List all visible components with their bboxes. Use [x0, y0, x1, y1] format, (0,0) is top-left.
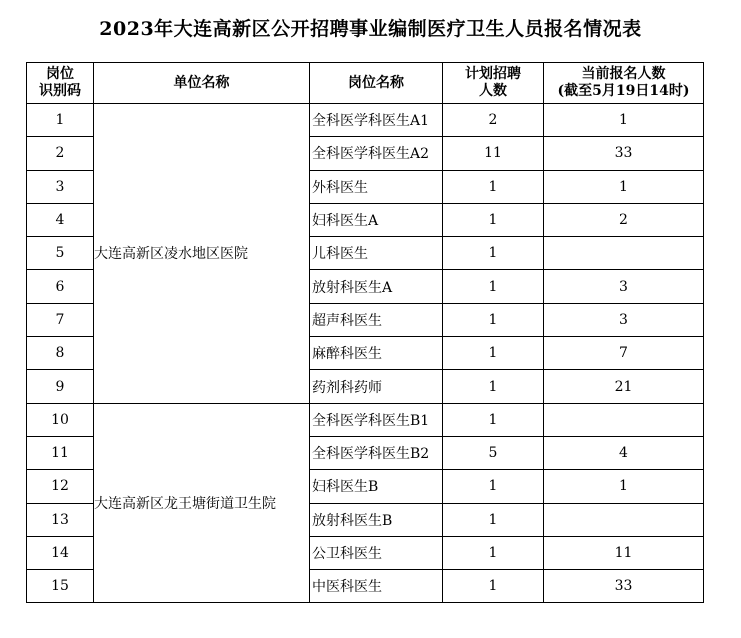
- code-cell: 11: [27, 436, 94, 469]
- position-cell: 中医科医生: [310, 570, 443, 603]
- position-cell: 全科医学科医生A2: [310, 137, 443, 170]
- plan-cell: 11: [443, 137, 544, 170]
- count-cell: [544, 503, 704, 536]
- position-cell: 公卫科医生: [310, 536, 443, 569]
- plan-cell: 1: [443, 570, 544, 603]
- plan-cell: 1: [443, 270, 544, 303]
- position-cell: 药剂科药师: [310, 370, 443, 403]
- count-cell: 1: [544, 104, 704, 137]
- code-cell: 2: [27, 137, 94, 170]
- count-cell: 7: [544, 337, 704, 370]
- plan-cell: 1: [443, 170, 544, 203]
- position-cell: 放射科医生A: [310, 270, 443, 303]
- plan-cell: 2: [443, 104, 544, 137]
- position-cell: 儿科医生: [310, 237, 443, 270]
- code-cell: 7: [27, 303, 94, 336]
- table-row: [27, 403, 704, 436]
- code-cell: 10: [27, 403, 94, 436]
- header-unit: 单位名称: [94, 63, 310, 104]
- position-cell: 全科医学科医生B1: [310, 403, 443, 436]
- position-cell: 全科医学科医生B2: [310, 436, 443, 469]
- code-cell: 5: [27, 237, 94, 270]
- code-cell: 9: [27, 370, 94, 403]
- position-cell: 外科医生: [310, 170, 443, 203]
- position-cell: 超声科医生: [310, 303, 443, 336]
- page-title: 2023年大连高新区公开招聘事业编制医疗卫生人员报名情况表: [99, 18, 642, 40]
- count-cell: 11: [544, 536, 704, 569]
- position-cell: 放射科医生B: [310, 503, 443, 536]
- position-cell: 全科医学科医生A1: [310, 104, 443, 137]
- code-cell: 6: [27, 270, 94, 303]
- header-plan: 计划招聘 人数: [443, 63, 544, 104]
- plan-cell: 1: [443, 470, 544, 503]
- plan-cell: 1: [443, 337, 544, 370]
- table-row: [27, 104, 704, 137]
- count-cell: 1: [544, 170, 704, 203]
- plan-cell: 1: [443, 370, 544, 403]
- header-code: 岗位 识别码: [27, 63, 94, 104]
- plan-cell: 1: [443, 503, 544, 536]
- count-cell: [544, 403, 704, 436]
- header-count: 当前报名人数 (截至5月19日14时): [544, 63, 704, 104]
- code-cell: 13: [27, 503, 94, 536]
- plan-cell: 1: [443, 536, 544, 569]
- count-cell: 3: [544, 303, 704, 336]
- plan-cell: 5: [443, 436, 544, 469]
- count-cell: [544, 237, 704, 270]
- code-cell: 8: [27, 337, 94, 370]
- code-cell: 4: [27, 203, 94, 236]
- plan-cell: 1: [443, 403, 544, 436]
- count-cell: 33: [544, 137, 704, 170]
- count-cell: 2: [544, 203, 704, 236]
- header-position: 岗位名称: [310, 63, 443, 104]
- count-cell: 21: [544, 370, 704, 403]
- position-cell: 妇科医生A: [310, 203, 443, 236]
- plan-cell: 1: [443, 303, 544, 336]
- position-cell: 麻醉科医生: [310, 337, 443, 370]
- plan-cell: 1: [443, 237, 544, 270]
- count-cell: 33: [544, 570, 704, 603]
- unit-name-cell: 大连高新区凌水地区医院: [94, 104, 310, 404]
- count-cell: 3: [544, 270, 704, 303]
- code-cell: 3: [27, 170, 94, 203]
- header-row: [27, 63, 704, 104]
- code-cell: 1: [27, 104, 94, 137]
- count-cell: 4: [544, 436, 704, 469]
- plan-cell: 1: [443, 203, 544, 236]
- count-cell: 1: [544, 470, 704, 503]
- code-cell: 15: [27, 570, 94, 603]
- position-cell: 妇科医生B: [310, 470, 443, 503]
- code-cell: 12: [27, 470, 94, 503]
- code-cell: 14: [27, 536, 94, 569]
- registration-table: [26, 62, 704, 603]
- unit-name-cell: 大连高新区龙王塘街道卫生院: [94, 403, 310, 603]
